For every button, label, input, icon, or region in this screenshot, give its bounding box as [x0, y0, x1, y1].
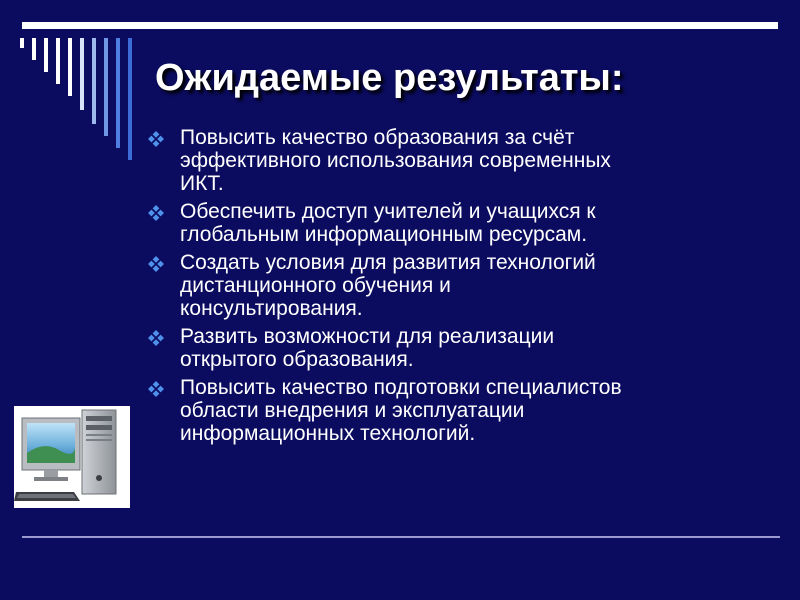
bullet-text: Повысить качество подготовки специалистов области внедрения и эксплуатации информационных технологий. [180, 376, 622, 445]
bullet-list [148, 126, 748, 450]
bottom-rule [22, 536, 780, 538]
decorative-stripes [18, 38, 138, 163]
diamond-bullet-icon [148, 325, 180, 351]
diamond-bullet-icon [148, 251, 180, 277]
list-item [148, 251, 748, 320]
bullet-text: Обеспечить доступ учителей и учащихся к глобальным информационным ресурсам. [180, 200, 596, 246]
diamond-bullet-icon [148, 200, 180, 226]
page-title: Ожидаемые результаты: [155, 57, 624, 99]
list-item [148, 200, 748, 246]
list-item [148, 376, 748, 445]
diamond-bullet-icon [148, 126, 180, 152]
desktop-computer-icon [14, 406, 130, 508]
bullet-text: Создать условия для развития технологий дистанционного обучения и консультирования. [180, 251, 596, 320]
bullet-text: Повысить качество образования за счёт эффективного использования современных ИКТ. [180, 126, 611, 195]
bullet-text: Развить возможности для реализации открытого образования. [180, 325, 555, 371]
list-item [148, 325, 748, 371]
list-item [148, 126, 748, 195]
top-rule [22, 22, 778, 29]
diamond-bullet-icon [148, 376, 180, 402]
